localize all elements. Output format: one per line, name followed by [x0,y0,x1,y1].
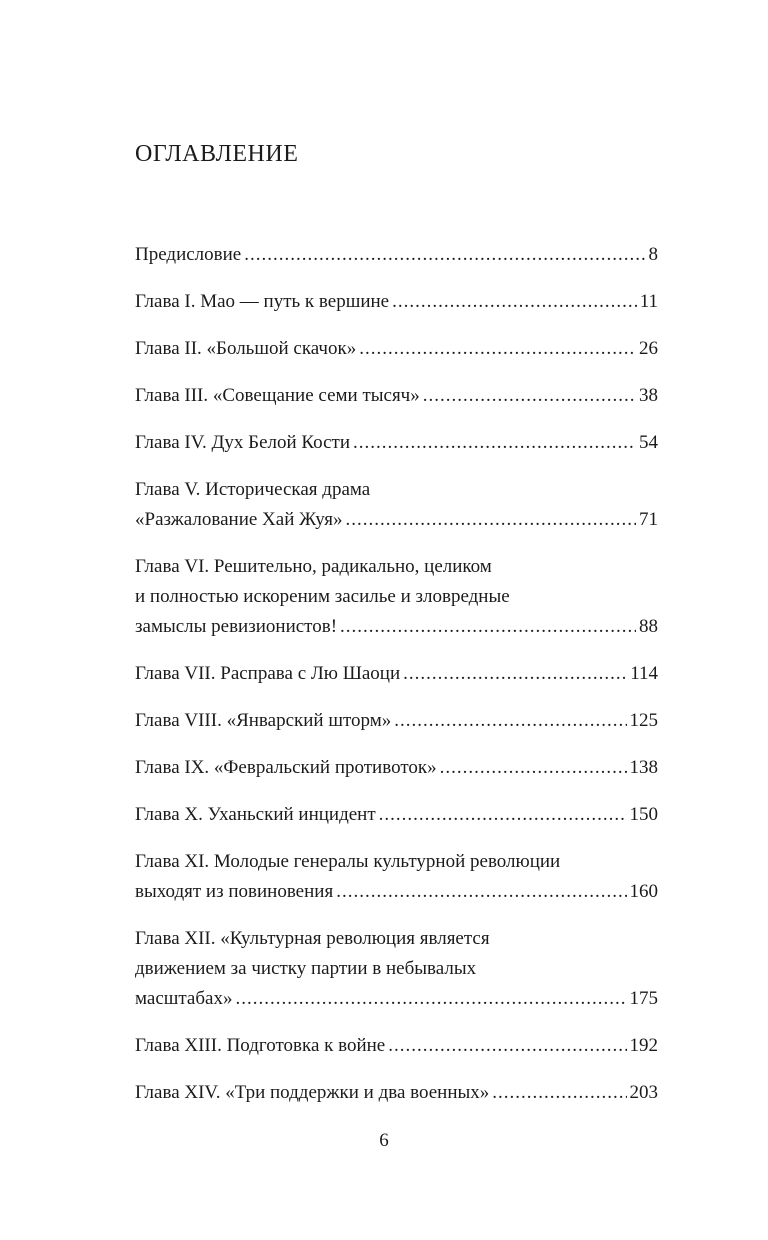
toc-entry-title-line: Глава VII. Расправа с Лю Шаоци [135,663,401,684]
toc-entry-last-line [135,984,658,1014]
toc-entry-page-number: 150 [629,804,658,825]
toc-entry-last-line [135,753,658,783]
toc-entry-page-number: 160 [629,881,658,902]
toc-entry-title-line: Глава V. Историческая драма [135,479,371,500]
toc-entry-last-line [135,1031,658,1061]
toc-entry-title-line: движением за чистку партии в небывалых [135,958,477,979]
toc-entry-title-line: и полностью искореним засилье и зловредные [135,586,510,607]
toc-entry-title-line: Глава XIII. Подготовка к войне [135,1035,386,1056]
dot-leader [353,428,636,458]
dot-leader [388,1031,626,1061]
toc-entry-page-number: 54 [639,432,658,453]
toc-entry-page-number: 203 [629,1082,658,1103]
page-number: 6 [379,1130,389,1151]
toc-entry [135,753,658,783]
toc-entry-title-line: Глава III. «Совещание семи тысяч» [135,385,420,406]
toc-entry [135,552,658,642]
toc-entry-last-line [135,877,658,907]
toc-entry-page-number: 125 [629,710,658,731]
toc-entry [135,1078,658,1108]
dot-leader [336,877,626,907]
dot-leader [394,706,626,736]
toc-entry [135,847,658,907]
dot-leader [379,800,627,830]
toc-entry-last-line [135,706,658,736]
dot-leader [235,984,626,1014]
toc-entry [135,240,658,270]
toc-entry [135,1031,658,1061]
dot-leader [244,240,645,270]
toc-entry-last-line [135,381,658,411]
toc-entry-page-number: 114 [630,663,658,684]
toc-entry-title-line: выходят из повиновения [135,881,334,902]
toc-entry [135,287,658,317]
toc-entry-title-line: Глава X. Уханьский инцидент [135,804,376,825]
toc-entry-title-line: Глава II. «Большой скачок» [135,338,357,359]
toc-entry-title-line: Глава IX. «Февральский противоток» [135,757,437,778]
toc-entry-last-line [135,800,658,830]
toc-entry-last-line [135,1078,658,1108]
toc-entry-page-number: 175 [629,988,658,1009]
toc-entry-last-line [135,334,658,364]
toc-entry-title-line: Глава I. Мао — путь к вершине [135,291,390,312]
toc-entry [135,800,658,830]
toc-entry-title-line: Глава XIV. «Три поддержки и два военных» [135,1082,490,1103]
toc-entry [135,475,658,535]
toc-entry-page-number: 138 [629,757,658,778]
toc-entry-title-line: Глава VI. Решительно, радикально, целиком [135,556,492,577]
toc-entry-title-line: замыслы ревизионистов! [135,616,338,637]
toc-entry-last-line [135,505,658,535]
dot-leader [492,1078,626,1108]
dot-leader [423,381,636,411]
toc-entry-page-number: 192 [629,1035,658,1056]
toc-entry-title-line: Предисловие [135,244,242,265]
toc-entry [135,706,658,736]
toc-entry-title-line: «Разжалование Хай Жуя» [135,509,343,530]
toc-entry-page-number: 11 [639,291,658,312]
toc-entry-page-number: 8 [648,244,658,265]
toc-entry-last-line [135,240,658,270]
toc-entry-title-line: масштабах» [135,988,233,1009]
toc-entry-last-line [135,659,658,689]
toc-entry-last-line [135,428,658,458]
dot-leader [359,334,636,364]
toc-entry [135,334,658,364]
toc-entry-last-line [135,287,658,317]
toc-entry-title-line: Глава XI. Молодые генералы культурной революции [135,851,561,872]
toc-entry [135,924,658,1014]
toc-entry [135,659,658,689]
page-title: ОГЛАВЛЕНИЕ [135,141,299,167]
toc-entry [135,428,658,458]
toc-entry-title-line: Глава VIII. «Январский шторм» [135,710,392,731]
toc-entry-page-number: 88 [639,616,658,637]
toc-entry [135,381,658,411]
toc-entry-title-line: Глава IV. Дух Белой Кости [135,432,351,453]
dot-leader [440,753,627,783]
dot-leader [392,287,637,317]
table-of-contents [135,240,658,1125]
dot-leader [345,505,636,535]
dot-leader [403,659,627,689]
dot-leader [340,612,636,642]
toc-entry-page-number: 71 [639,509,658,530]
toc-entry-last-line [135,612,658,642]
toc-entry-title-line: Глава XII. «Культурная революция является [135,928,490,949]
toc-entry-page-number: 38 [639,385,658,406]
toc-entry-page-number: 26 [639,338,658,359]
